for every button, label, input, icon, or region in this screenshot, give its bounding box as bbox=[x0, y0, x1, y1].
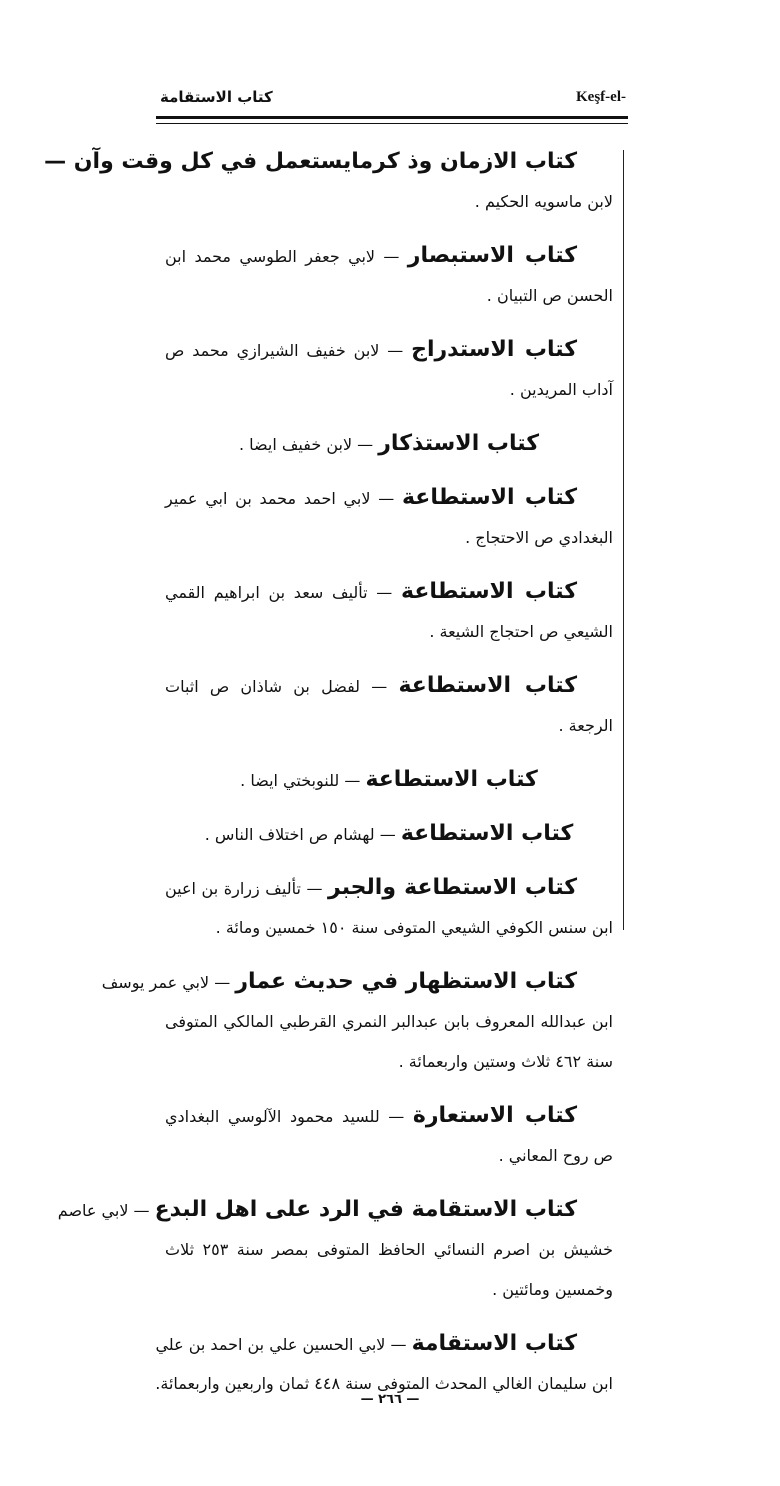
entry-continuation: ابن عبدالله المعروف بابن عبدالبر النمري القرطبي المالكي المتوفى bbox=[165, 1012, 613, 1031]
entry-first-line bbox=[165, 814, 613, 854]
entry-text: — لفضل بن شاذان ص اثبات bbox=[165, 677, 388, 696]
entry-title: كتاب الاستطاعة bbox=[401, 579, 578, 604]
entry-first-line bbox=[155, 1324, 613, 1364]
entry-text: — لابن خفيف الشيرازي محمد ص bbox=[165, 341, 404, 360]
entry-title: كتاب الاستطاعة bbox=[365, 767, 538, 792]
entry-text: — لابي عمر يوسف bbox=[101, 973, 231, 992]
entry-first-line bbox=[165, 236, 613, 276]
page-number: — ٢٦٦ — bbox=[360, 1392, 420, 1407]
entry-title: كتاب الاستظهار في حديث عمار bbox=[235, 969, 577, 994]
entry-first-line bbox=[165, 1096, 613, 1136]
entry-title: كتاب الاستذكار bbox=[378, 431, 540, 456]
entry-first-line bbox=[44, 142, 613, 182]
entry-first-line bbox=[165, 760, 613, 800]
entry-title: كتاب الاستقامة في الرد على اهل البدع bbox=[154, 1197, 577, 1222]
entry-continuation: الحسن ص التبيان . bbox=[486, 286, 613, 305]
entry-continuation: البغدادي ص الاحتجاج . bbox=[465, 528, 613, 547]
entry-text: — لابن خفيف ايضا . bbox=[238, 435, 374, 454]
entry-continuation: آداب المريدين . bbox=[509, 380, 613, 399]
entry-text: — لابي احمد محمد بن ابي عمير bbox=[165, 489, 395, 508]
entry-title: كتاب الاستدراج bbox=[411, 337, 577, 362]
entry bbox=[165, 330, 613, 410]
header-rule-thick bbox=[156, 116, 628, 119]
entry bbox=[165, 666, 613, 746]
entry-first-line bbox=[57, 1190, 613, 1230]
entry-continuation: الشيعي ص احتجاج الشيعة . bbox=[429, 622, 613, 641]
entry bbox=[165, 760, 613, 800]
entry-continuation: وخمسين ومائتين . bbox=[492, 1280, 613, 1299]
entry-text: — للسيد محمود الآلوسي البغدادي bbox=[165, 1107, 405, 1126]
entry bbox=[165, 424, 613, 464]
entry bbox=[165, 814, 613, 854]
entry-list bbox=[44, 142, 613, 1418]
entry-continuation: لابن ماسويه الحكيم . bbox=[474, 192, 613, 211]
entry-title: كتاب الاستطاعة والجبر bbox=[328, 875, 578, 900]
entry-title: كتاب الاستعارة bbox=[412, 1103, 577, 1128]
header-rule-thin bbox=[156, 123, 628, 124]
entry bbox=[165, 478, 613, 558]
entry-title: كتاب الاستطاعة bbox=[398, 673, 577, 698]
entry-continuation: سنة ٤٦٢ ثلاث وستين واربعمائة . bbox=[398, 1052, 613, 1071]
entry bbox=[57, 1190, 613, 1310]
entry bbox=[165, 868, 613, 948]
entry-first-line bbox=[165, 478, 613, 518]
entry bbox=[165, 236, 613, 316]
entry-first-line bbox=[165, 572, 613, 612]
entry-first-line bbox=[165, 666, 613, 706]
margin-line bbox=[623, 150, 624, 930]
entry-continuation: ص روح المعاني . bbox=[498, 1146, 613, 1165]
entry-continuation: ابن سنس الكوفي الشيعي المتوفى سنة ١٥٠ خمسين ومائة . bbox=[215, 918, 613, 937]
entry bbox=[101, 962, 613, 1082]
entry-first-line bbox=[165, 868, 613, 908]
entry-first-line bbox=[101, 962, 613, 1002]
entry-text: — لهشام ص اختلاف الناس . bbox=[204, 825, 396, 844]
entry-text: — لابي عاصم bbox=[57, 1201, 150, 1220]
entry-title: كتاب الاستبصار bbox=[407, 243, 577, 268]
entry-title: كتاب الازمان وذ كرمايستعمل في كل وقت وآن — bbox=[44, 149, 577, 174]
entry-title: كتاب الاستطاعة bbox=[400, 821, 574, 846]
entry-text: — تأليف سعد بن ابراهيم القمي bbox=[165, 583, 393, 602]
running-head-latin: Keşf-el- bbox=[576, 89, 626, 105]
entry bbox=[44, 142, 613, 222]
entry-title: كتاب الاستقامة bbox=[411, 1331, 577, 1356]
entry-continuation: ابن سليمان الغالي المحدث المتوفى سنة ٤٤٨ ثمان واربعين واربعمائة. bbox=[155, 1374, 613, 1393]
entry-first-line bbox=[165, 330, 613, 370]
entry-title: كتاب الاستطاعة bbox=[401, 485, 578, 510]
entry-continuation: خشيش بن اصرم النسائي الحافظ المتوفى بمصر سنة ٢٥٣ ثلاث bbox=[165, 1240, 613, 1259]
entry-first-line bbox=[165, 424, 613, 464]
entry-continuation: الرجعة . bbox=[558, 716, 613, 735]
entry-text: — لابي الحسين علي بن احمد بن علي bbox=[155, 1335, 407, 1354]
page-header bbox=[160, 88, 626, 110]
entry bbox=[165, 572, 613, 652]
entry-text: — للنوبختي ايضا . bbox=[240, 771, 361, 790]
entry bbox=[165, 1096, 613, 1176]
entry-text: — تأليف زرارة بن اعين bbox=[165, 879, 323, 898]
running-title: كتاب الاستقامة bbox=[160, 88, 273, 106]
entry-text: — لابي جعفر الطوسي محمد ابن bbox=[165, 247, 400, 266]
